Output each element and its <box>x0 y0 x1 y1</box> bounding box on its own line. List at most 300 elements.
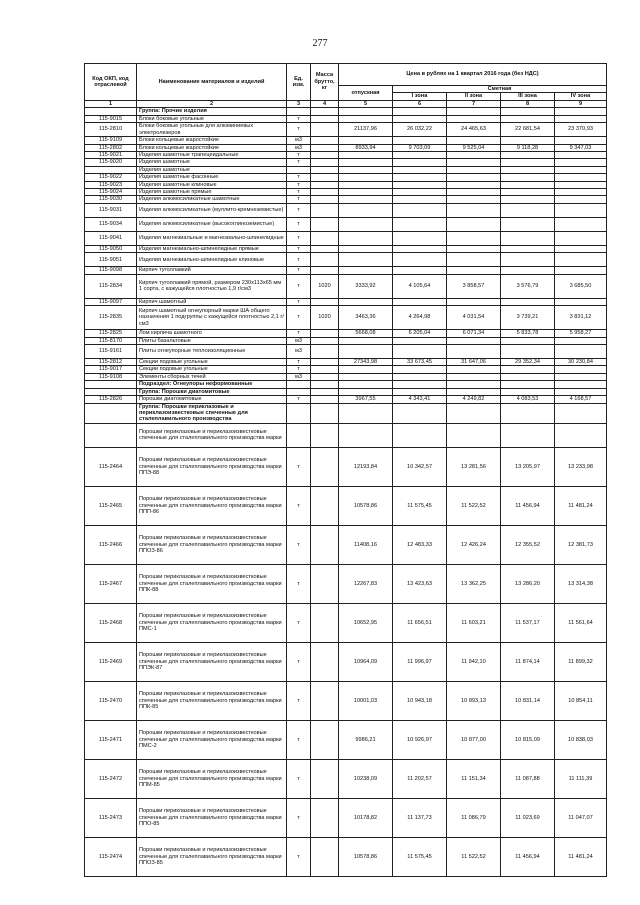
row-code: 115-2835 <box>85 306 137 330</box>
row-price-zone-4 <box>555 381 607 388</box>
row-code: 115-9031 <box>85 203 137 217</box>
table-body <box>85 108 607 877</box>
row-code: 115-9024 <box>85 189 137 196</box>
row-price-zone-2: 24 465,63 <box>447 123 501 137</box>
row-price-zone-3: 5 833,78 <box>501 330 555 337</box>
table-row <box>85 759 607 798</box>
row-unit: м3 <box>287 345 311 359</box>
row-price-release: 10178,82 <box>339 798 393 837</box>
table-row <box>85 108 607 115</box>
row-price-zone-3: 11 456,94 <box>501 486 555 525</box>
row-name: Кирпич тугоплавкий прямой, размером 230х113х65 мм 1 сорта, с кажущейся плотностью 1,9 г/см3 <box>137 274 287 298</box>
row-code: 115-9030 <box>85 196 137 203</box>
row-code: 115-9023 <box>85 181 137 188</box>
row-unit <box>287 108 311 115</box>
row-name: Элементы сборных течей <box>137 373 287 380</box>
row-mass <box>311 681 339 720</box>
row-mass <box>311 403 339 423</box>
row-price-zone-1: 11 575,45 <box>393 837 447 876</box>
row-price-zone-2 <box>447 217 501 231</box>
row-code: 115-9050 <box>85 245 137 252</box>
row-code: 115-2474 <box>85 837 137 876</box>
header-zone-2: II зона <box>447 93 501 100</box>
row-mass <box>311 189 339 196</box>
row-price-release <box>339 423 393 447</box>
row-code: 115-2464 <box>85 447 137 486</box>
row-price-zone-1: 10 943,18 <box>393 681 447 720</box>
row-mass <box>311 388 339 395</box>
header-mass: Масса брутто, кг <box>311 64 339 101</box>
row-price-zone-2 <box>447 253 501 267</box>
row-name: Изделия алюмосиликатные (высокоглиноземистые) <box>137 217 287 231</box>
row-code: 115-2470 <box>85 681 137 720</box>
row-price-zone-2 <box>447 267 501 274</box>
table-row <box>85 253 607 267</box>
row-price-zone-1: 26 032,22 <box>393 123 447 137</box>
row-price-zone-2: 3 858,57 <box>447 274 501 298</box>
row-price-zone-1 <box>393 189 447 196</box>
row-price-zone-4 <box>555 203 607 217</box>
row-price-zone-1: 9 703,09 <box>393 144 447 151</box>
table-row <box>85 174 607 181</box>
row-name: Блоки кольцевые жаростойкие <box>137 144 287 151</box>
row-price-zone-4 <box>555 181 607 188</box>
row-price-zone-2: 9 525,04 <box>447 144 501 151</box>
row-mass <box>311 359 339 366</box>
row-price-zone-4: 11 899,32 <box>555 642 607 681</box>
row-price-zone-1 <box>393 423 447 447</box>
column-number: 5 <box>339 100 393 107</box>
row-price-zone-4 <box>555 403 607 423</box>
row-price-release <box>339 373 393 380</box>
row-unit: т <box>287 151 311 158</box>
row-name: Плиты базальтовые <box>137 337 287 344</box>
row-price-zone-2: 11 522,52 <box>447 837 501 876</box>
row-price-release <box>339 267 393 274</box>
row-price-zone-2: 11 603,21 <box>447 603 501 642</box>
row-price-release <box>339 366 393 373</box>
row-price-release <box>339 203 393 217</box>
row-unit: т <box>287 720 311 759</box>
row-unit: т <box>287 564 311 603</box>
row-price-zone-4 <box>555 137 607 144</box>
row-price-zone-1 <box>393 181 447 188</box>
row-price-zone-2 <box>447 189 501 196</box>
row-code: 115-9017 <box>85 366 137 373</box>
row-price-release <box>339 137 393 144</box>
row-price-zone-1: 4 105,64 <box>393 274 447 298</box>
row-mass <box>311 396 339 403</box>
row-mass <box>311 447 339 486</box>
row-price-zone-2: 13 281,56 <box>447 447 501 486</box>
row-price-zone-4 <box>555 267 607 274</box>
row-price-release <box>339 388 393 395</box>
table-row <box>85 396 607 403</box>
row-price-release <box>339 159 393 166</box>
row-price-release <box>339 108 393 115</box>
table-row <box>85 115 607 122</box>
row-code: 115-9161 <box>85 345 137 359</box>
row-unit: т <box>287 681 311 720</box>
column-number: 1 <box>85 100 137 107</box>
row-unit <box>287 423 311 447</box>
row-unit: т <box>287 181 311 188</box>
row-price-zone-1 <box>393 403 447 423</box>
row-name: Плиты огнеупорные теплоизоляционные <box>137 345 287 359</box>
row-price-zone-2 <box>447 345 501 359</box>
row-code: 115-9109 <box>85 137 137 144</box>
row-price-zone-1 <box>393 166 447 173</box>
row-price-release <box>339 174 393 181</box>
header-estimate: Сметная <box>393 86 607 93</box>
row-price-release <box>339 189 393 196</box>
table-row <box>85 564 607 603</box>
row-price-zone-2 <box>447 174 501 181</box>
row-name: Порошки периклазовые и периклазоизвестковые спеченные для сталеплавильного производства марки ППЭ-88 <box>137 447 287 486</box>
table-row <box>85 603 607 642</box>
row-price-zone-4: 3 685,50 <box>555 274 607 298</box>
row-price-zone-3 <box>501 231 555 245</box>
row-price-zone-2: 10 893,13 <box>447 681 501 720</box>
row-name: Кирпич шамотный <box>137 298 287 305</box>
row-code <box>85 403 137 423</box>
row-name: Секции подовые угольные <box>137 359 287 366</box>
row-name: Изделия алюмосиликатные (муллито-кремнеземистые) <box>137 203 287 217</box>
row-price-zone-2 <box>447 373 501 380</box>
header-release: отпускная <box>339 86 393 101</box>
row-price-zone-3: 22 681,54 <box>501 123 555 137</box>
row-price-zone-2: 11 151,34 <box>447 759 501 798</box>
row-name: Блоки боковые угольные <box>137 115 287 122</box>
row-price-zone-3 <box>501 196 555 203</box>
row-price-zone-3 <box>501 151 555 158</box>
header-zone-1: I зона <box>393 93 447 100</box>
row-price-zone-3: 11 874,14 <box>501 642 555 681</box>
row-unit: т <box>287 306 311 330</box>
row-code: 115-2825 <box>85 330 137 337</box>
row-price-zone-4 <box>555 423 607 447</box>
row-price-zone-1 <box>393 231 447 245</box>
table-row <box>85 345 607 359</box>
row-name: Порошки периклазовые и периклазоизвестковые спеченные для сталеплавильного производства марки ППК-85 <box>137 681 287 720</box>
column-number: 9 <box>555 100 607 107</box>
row-mass <box>311 166 339 173</box>
row-price-zone-2 <box>447 388 501 395</box>
header-zone-3: III зона <box>501 93 555 100</box>
row-price-zone-4 <box>555 217 607 231</box>
row-price-zone-2 <box>447 245 501 252</box>
row-name: Порошки периклазовые и периклазоизвестковые спеченные для сталеплавильного производства марки ПМС-2 <box>137 720 287 759</box>
row-code: 115-2802 <box>85 144 137 151</box>
table-row <box>85 267 607 274</box>
table-row <box>85 203 607 217</box>
row-price-zone-3 <box>501 137 555 144</box>
row-price-release: 21137,96 <box>339 123 393 137</box>
row-price-zone-4: 30 230,84 <box>555 359 607 366</box>
row-code <box>85 108 137 115</box>
table-row <box>85 231 607 245</box>
row-price-zone-4: 23 370,93 <box>555 123 607 137</box>
row-price-zone-1: 4 264,98 <box>393 306 447 330</box>
row-price-zone-2 <box>447 166 501 173</box>
table-row <box>85 159 607 166</box>
row-price-zone-1: 10 342,57 <box>393 447 447 486</box>
row-price-zone-3 <box>501 267 555 274</box>
row-price-release: 12267,83 <box>339 564 393 603</box>
row-price-zone-4 <box>555 166 607 173</box>
row-price-zone-1 <box>393 267 447 274</box>
row-mass <box>311 330 339 337</box>
row-price-zone-1: 11 575,45 <box>393 486 447 525</box>
table-row <box>85 166 607 173</box>
row-price-zone-3: 11 456,94 <box>501 837 555 876</box>
row-price-zone-3 <box>501 245 555 252</box>
row-name: Порошки периклазовые и периклазоизвестковые спеченные для сталеплавильного производства марки ППОЗ-85 <box>137 837 287 876</box>
row-code: 115-9020 <box>85 159 137 166</box>
row-name: Порошки диатомитовые <box>137 396 287 403</box>
row-code: 115-2469 <box>85 642 137 681</box>
table-row <box>85 447 607 486</box>
table-row <box>85 306 607 330</box>
row-name: Блоки кольцевые жаростойкие <box>137 137 287 144</box>
row-code: 115-9022 <box>85 174 137 181</box>
row-price-zone-3 <box>501 108 555 115</box>
row-price-release: 9986,21 <box>339 720 393 759</box>
row-price-zone-3: 13 205,97 <box>501 447 555 486</box>
row-price-release: 5668,08 <box>339 330 393 337</box>
row-price-zone-4: 13 233,98 <box>555 447 607 486</box>
row-unit: т <box>287 330 311 337</box>
row-name: Изделия шамотные фасонные <box>137 174 287 181</box>
row-price-zone-3 <box>501 337 555 344</box>
row-price-zone-2 <box>447 337 501 344</box>
row-price-release: 10578,86 <box>339 486 393 525</box>
row-price-release <box>339 381 393 388</box>
row-price-zone-2: 31 647,06 <box>447 359 501 366</box>
row-code: 115-9051 <box>85 253 137 267</box>
row-unit <box>287 381 311 388</box>
row-code: 115-8170 <box>85 337 137 344</box>
row-mass <box>311 203 339 217</box>
row-price-zone-1 <box>393 137 447 144</box>
row-mass <box>311 759 339 798</box>
row-price-zone-4 <box>555 253 607 267</box>
header-unit: Ед. изм. <box>287 64 311 101</box>
row-mass: 1020 <box>311 274 339 298</box>
row-unit: т <box>287 174 311 181</box>
row-code: 115-9015 <box>85 115 137 122</box>
row-price-zone-4 <box>555 189 607 196</box>
row-price-zone-2 <box>447 231 501 245</box>
row-price-zone-1 <box>393 115 447 122</box>
table-row <box>85 196 607 203</box>
row-price-zone-4 <box>555 115 607 122</box>
row-code: 115-9097 <box>85 298 137 305</box>
row-price-zone-3 <box>501 174 555 181</box>
row-price-release <box>339 231 393 245</box>
row-price-zone-1: 11 656,51 <box>393 603 447 642</box>
row-price-zone-4: 3 831,12 <box>555 306 607 330</box>
row-code <box>85 166 137 173</box>
table-row <box>85 137 607 144</box>
row-price-zone-2: 11 522,52 <box>447 486 501 525</box>
row-price-zone-1: 11 137,73 <box>393 798 447 837</box>
row-price-zone-3: 13 286,20 <box>501 564 555 603</box>
row-unit: т <box>287 298 311 305</box>
row-code: 115-2810 <box>85 123 137 137</box>
row-price-zone-4: 11 481,24 <box>555 486 607 525</box>
row-code <box>85 423 137 447</box>
row-unit: м3 <box>287 373 311 380</box>
row-price-release: 10964,09 <box>339 642 393 681</box>
row-mass <box>311 115 339 122</box>
row-price-zone-4 <box>555 373 607 380</box>
row-price-zone-2 <box>447 423 501 447</box>
row-price-zone-4 <box>555 366 607 373</box>
row-price-zone-2: 12 426,24 <box>447 525 501 564</box>
row-code: 115-9034 <box>85 217 137 231</box>
row-code: 115-9021 <box>85 151 137 158</box>
row-name: Изделия алюмосиликатные шамотные <box>137 196 287 203</box>
row-price-zone-3: 10 831,14 <box>501 681 555 720</box>
row-name: Порошки периклазовые и периклазоизвестковые спеченные для сталеплавильного производства марки ПМС-1 <box>137 603 287 642</box>
row-mass <box>311 123 339 137</box>
row-price-zone-4 <box>555 245 607 252</box>
row-unit <box>287 166 311 173</box>
row-price-zone-3: 3 739,21 <box>501 306 555 330</box>
row-price-zone-2 <box>447 403 501 423</box>
row-price-zone-3 <box>501 403 555 423</box>
row-unit: т <box>287 267 311 274</box>
row-price-zone-1 <box>393 345 447 359</box>
row-price-zone-3 <box>501 203 555 217</box>
row-price-release: 3967,55 <box>339 396 393 403</box>
row-price-zone-4: 11 047,07 <box>555 798 607 837</box>
row-name: Изделия шамотные трапецеидальные <box>137 151 287 158</box>
table-row <box>85 388 607 395</box>
row-price-zone-1 <box>393 203 447 217</box>
row-price-zone-1 <box>393 337 447 344</box>
row-price-zone-2 <box>447 366 501 373</box>
row-price-release: 10652,95 <box>339 603 393 642</box>
row-price-zone-4 <box>555 298 607 305</box>
row-unit: т <box>287 203 311 217</box>
row-price-release <box>339 298 393 305</box>
row-name: Порошки периклазовые и периклазоизвестковые спеченные для сталеплавильного производства марки ППП-86 <box>137 486 287 525</box>
row-price-zone-2: 6 071,34 <box>447 330 501 337</box>
row-price-release <box>339 181 393 188</box>
row-price-release: 10578,86 <box>339 837 393 876</box>
table-row <box>85 798 607 837</box>
row-price-zone-1 <box>393 159 447 166</box>
table-row <box>85 837 607 876</box>
row-price-zone-4 <box>555 108 607 115</box>
table-row <box>85 274 607 298</box>
row-price-zone-3 <box>501 366 555 373</box>
row-mass <box>311 345 339 359</box>
row-name: Изделия магнезиально-шпинелидные клиновые <box>137 253 287 267</box>
row-unit: т <box>287 447 311 486</box>
row-price-zone-3 <box>501 189 555 196</box>
row-name: Группа: Порошки диатомитовые <box>137 388 287 395</box>
row-unit: т <box>287 525 311 564</box>
row-price-zone-1: 12 483,33 <box>393 525 447 564</box>
row-price-release <box>339 337 393 344</box>
row-price-zone-1 <box>393 217 447 231</box>
row-mass <box>311 798 339 837</box>
row-price-zone-1 <box>393 245 447 252</box>
row-mass <box>311 423 339 447</box>
row-mass <box>311 151 339 158</box>
row-price-zone-2: 11 086,79 <box>447 798 501 837</box>
table-row <box>85 151 607 158</box>
table-row <box>85 181 607 188</box>
row-price-zone-3: 4 083,53 <box>501 396 555 403</box>
row-mass <box>311 525 339 564</box>
row-price-zone-1 <box>393 151 447 158</box>
row-price-release: 10001,03 <box>339 681 393 720</box>
row-unit: м3 <box>287 337 311 344</box>
row-price-zone-4 <box>555 174 607 181</box>
row-mass: 1020 <box>311 306 339 330</box>
row-name: Порошки периклазовые и периклазоизвестковые спеченные для сталеплавильного производства марки ППО-85 <box>137 798 287 837</box>
row-mass <box>311 245 339 252</box>
row-price-zone-2 <box>447 381 501 388</box>
row-price-zone-1: 10 926,97 <box>393 720 447 759</box>
row-unit: т <box>287 396 311 403</box>
row-mass <box>311 267 339 274</box>
row-mass <box>311 373 339 380</box>
row-price-release: 3463,36 <box>339 306 393 330</box>
row-price-zone-1: 4 343,41 <box>393 396 447 403</box>
row-price-zone-2: 4 249,82 <box>447 396 501 403</box>
row-name: Изделия шамотные клиновые <box>137 181 287 188</box>
row-price-zone-1 <box>393 174 447 181</box>
row-mass <box>311 837 339 876</box>
row-price-zone-4 <box>555 388 607 395</box>
row-name: Изделия магнезиально-шпинелидные прямые <box>137 245 287 252</box>
row-name: Блоки боковые угольные для алюминиевых электролизеров <box>137 123 287 137</box>
row-unit: т <box>287 759 311 798</box>
row-price-release <box>339 166 393 173</box>
row-unit: м3 <box>287 137 311 144</box>
row-unit: т <box>287 274 311 298</box>
row-code: 115-2834 <box>85 274 137 298</box>
row-code: 115-2472 <box>85 759 137 798</box>
row-unit: т <box>287 123 311 137</box>
table-row <box>85 123 607 137</box>
table-row <box>85 245 607 252</box>
row-unit: т <box>287 196 311 203</box>
row-unit: т <box>287 115 311 122</box>
row-price-zone-1 <box>393 196 447 203</box>
row-mass <box>311 603 339 642</box>
row-price-zone-3 <box>501 159 555 166</box>
row-price-zone-2 <box>447 151 501 158</box>
table-row <box>85 642 607 681</box>
column-number: 8 <box>501 100 555 107</box>
row-unit: т <box>287 217 311 231</box>
row-price-zone-1 <box>393 298 447 305</box>
row-price-zone-4: 9 347,03 <box>555 144 607 151</box>
table-row <box>85 403 607 423</box>
row-code: 115-2467 <box>85 564 137 603</box>
table-row <box>85 359 607 366</box>
row-price-zone-3: 11 023,69 <box>501 798 555 837</box>
row-mass <box>311 337 339 344</box>
row-code: 115-2465 <box>85 486 137 525</box>
row-price-release <box>339 403 393 423</box>
